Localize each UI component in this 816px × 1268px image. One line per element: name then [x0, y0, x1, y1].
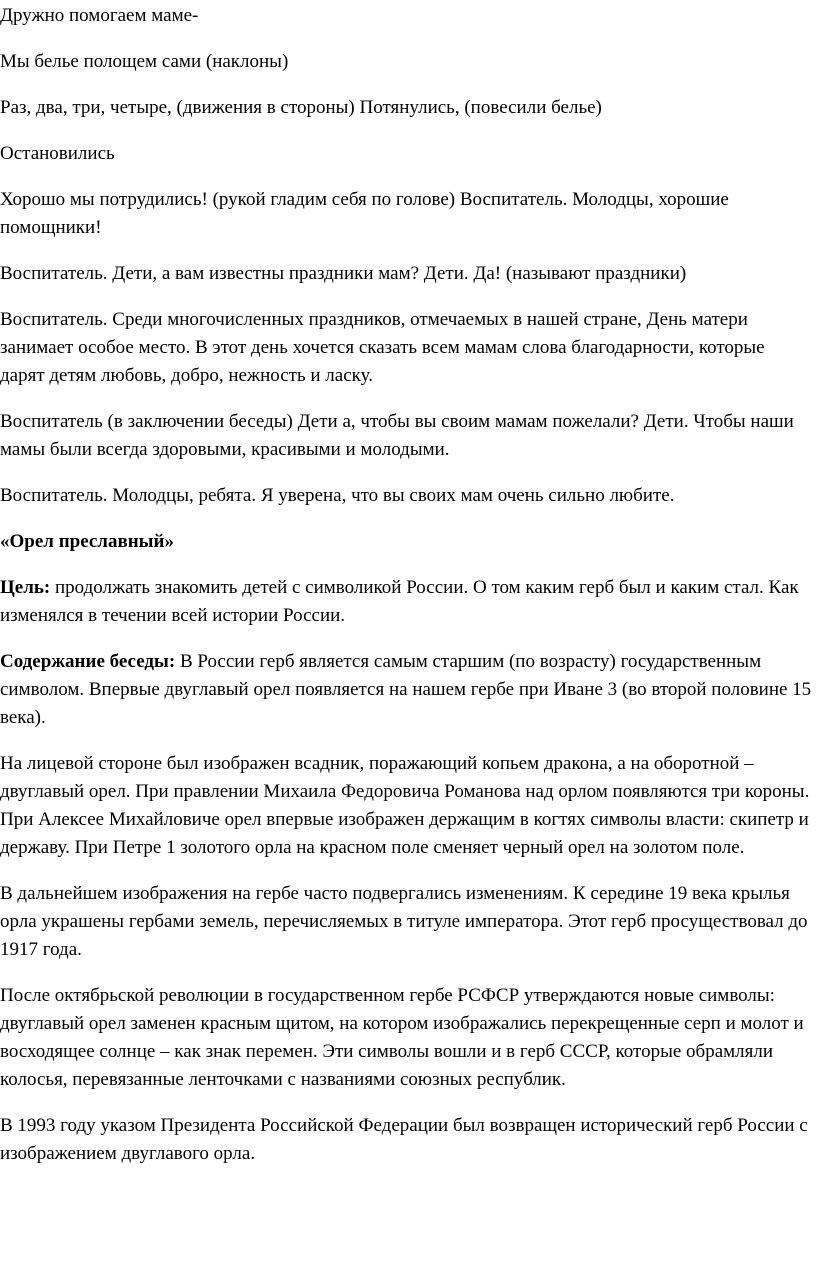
goal-paragraph	[0, 574, 812, 630]
history-paragraph-2: В дальнейшем изображения на гербе часто подвергались изменениям. К середине 19 века крылья орла украшены гербами земель, перечисляемых в титуле императора. Этот герб просуществовал до 1917 года.	[0, 883, 808, 960]
history-paragraph-4: В 1993 году указом Президента Российской Федерации был возвращен исторический герб России с изображением двуглавого орла.	[0, 1115, 808, 1164]
content-label: Содержание беседы:	[0, 651, 176, 672]
paragraph-5: Хорошо мы потрудились! (рукой гладим себя по голове) Воспитатель. Молодцы, хорошие помощники!	[0, 189, 729, 238]
content-paragraph	[0, 648, 812, 732]
section-title: «Орел преславный»	[0, 531, 174, 552]
paragraph-7: Воспитатель. Среди многочисленных праздников, отмечаемых в нашей стране, День матери занимает особое место. В этот день хочется сказать всем мамам слова благодарности, которые дарят детям любовь, добро, нежность и ласку.	[0, 309, 765, 386]
paragraph-6: Воспитатель. Дети, а вам известны праздники мам? Дети. Да! (называют праздники)	[0, 263, 687, 284]
paragraph-1: Дружно помогаем маме-	[0, 5, 199, 26]
history-paragraph-1: На лицевой стороне был изображен всадник, поражающий копьем дракона, а на оборотной – двуглавый орел. При правлении Михаила Федоровича Романова над орлом появляются три короны. При Алексее Михайловиче орел впервые изображен держащим в когтях символы власти: скипетр и державу. При Петре 1 золотого орла на красном поле сменяет черный орел на золотом поле.	[0, 753, 810, 858]
content-text: В России герб является самым старшим (по возрасту) государственным символом. Впервые двуглавый орел появляется на нашем гербе при Иване 3 (во второй половине 15 века).	[0, 651, 812, 728]
paragraph-4: Остановились	[0, 143, 115, 164]
paragraph-2: Мы белье полощем сами (наклоны)	[0, 51, 289, 72]
goal-label: Цель:	[0, 577, 51, 598]
paragraph-9: Воспитатель. Молодцы, ребята. Я уверена, что вы своих мам очень сильно любите.	[0, 485, 675, 506]
history-paragraph-3: После октябрьской революции в государственном гербе РСФСР утверждаются новые символы: двуглавый орел заменен красным щитом, на котором изображались перекрещенные серп и молот и восходящее солнце – как знак перемен. Эти символы вошли и в герб СССР, которые обрамляли колосья, перевязанные ленточками с названиями союзных республик.	[0, 985, 804, 1090]
goal-text: продолжать знакомить детей с символикой России. О том каким герб был и каким стал. Как изменялся в течении всей истории России.	[0, 577, 799, 626]
paragraph-3: Раз, два, три, четыре, (движения в стороны) Потянулись, (повесили белье)	[0, 97, 602, 118]
paragraph-8: Воспитатель (в заключении беседы) Дети а, чтобы вы своим мамам пожелали? Дети. Чтобы наши мамы были всегда здоровыми, красивыми и молодыми.	[0, 411, 794, 460]
